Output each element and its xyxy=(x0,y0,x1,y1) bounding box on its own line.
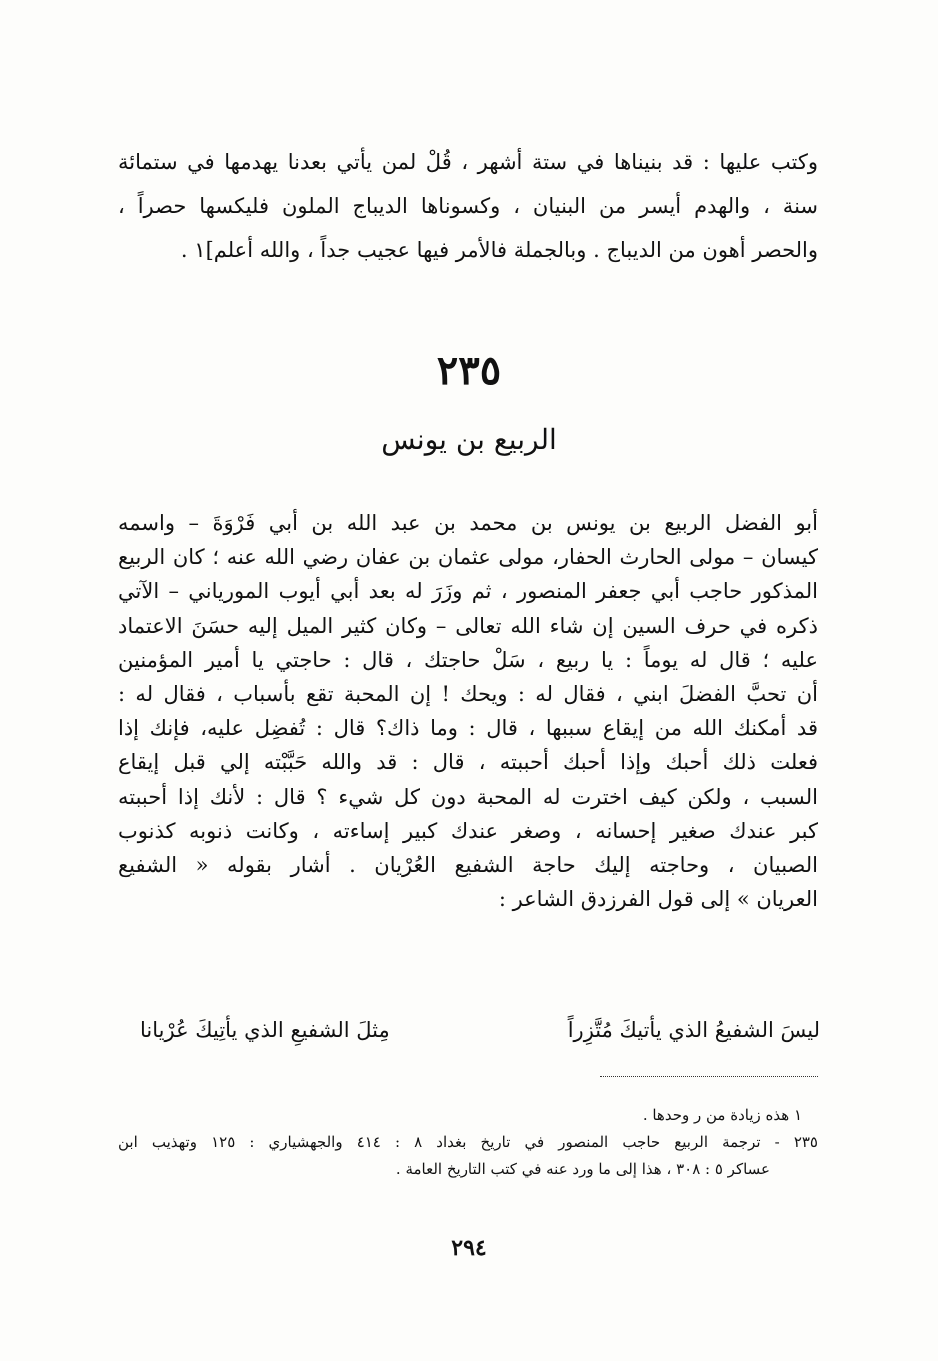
intro-line: والحصر أهون من الديباج . وبالجملة فالأمر فيها عجيب جداً ، والله أعلم]١ . xyxy=(180,238,818,262)
verse-first-hemistich: ليسَ الشفيعُ الذي يأتيكَ مُتَّزِراً xyxy=(567,1018,820,1042)
footnote-2-line-2: عساكر ٥ : ٣٠٨ ، هذا إلى ما ورد عنه في كتب التاريخ العامة . xyxy=(395,1160,770,1178)
entry-line: السبب ، ولكن كيف اخترت له المحبة دون كل شيء ؟ قال : لأنك إذا أحببته xyxy=(118,784,818,809)
entry-line: عليه ؛ قال له يوماً : يا ربيع ، سَلْ حاجتك ، قال : حاجتي يا أمير المؤمنين xyxy=(118,647,818,672)
page-number: ٢٩٤ xyxy=(451,1235,487,1261)
entry-number: ٢٣٥ xyxy=(436,347,502,394)
entry-line: فعلت ذلك أحبك وإذا أحبك أحببته ، قال : قد والله حَبَّبْته إلي قبل إيقاع xyxy=(118,750,818,775)
entry-title: الربيع بن يونس xyxy=(381,423,557,456)
verse-second-hemistich: مِثلَ الشفيعِ الذي يأتِيكَ عُرْيانا xyxy=(140,1018,390,1042)
footnote-1: ١ هذه زيادة من ر وحدها . xyxy=(642,1106,802,1124)
intro-line: وكتب عليها : قد بنيناها في ستة أشهر ، قُلْ لمن يأتي بعدنا يهدمها في ستمائة xyxy=(118,150,818,174)
entry-line: كيسان – مولى الحارث الحفار، مولى عثمان بن عفان رضي الله عنه ؛ كان الربيع xyxy=(118,545,818,570)
entry-line: المذكور حاجب أبي جعفر المنصور ، ثم وزَرَ له بعد أبي أيوب المورياني – الآتي xyxy=(118,579,818,604)
footnote-2-line-1: ٢٣٥ - ترجمة الربيع حاجب المنصور في تاريخ بغداد ٨ : ٤١٤ والجهشياري : ١٢٥ وتهذيب ابن xyxy=(118,1133,818,1151)
entry-line: الصبيان ، وحاجته إليك حاجة الشفيع العُرْيان . أشار بقوله « الشفيع xyxy=(118,852,818,877)
entry-body xyxy=(118,506,818,916)
footnotes xyxy=(118,1102,818,1183)
intro-line: سنة ، والهدم أيسر من البنيان ، وكسوناها الديباج الملون فليكسها حصراً ، xyxy=(118,194,818,218)
intro-paragraph xyxy=(118,140,818,272)
entry-line: العريان » إلى قول الفرزدق الشاعر : xyxy=(498,887,818,912)
entry-line: قد أمكنك الله من إيقاع سببها ، قال : وما ذاك؟ قال : تُفضِل عليه، فإنك إذا xyxy=(118,716,818,741)
entry-line: أبو الفضل الربيع بن يونس بن محمد بن عبد الله بن أبي فَرْوَةَ – واسمه xyxy=(118,511,818,535)
entry-line: ذكره في حرف السين إن شاء الله تعالى – وكان كثير الميل إليه حسَنَ الاعتماد xyxy=(118,613,818,638)
poem-verse xyxy=(140,1008,820,1052)
footnote-divider xyxy=(600,1076,818,1077)
entry-line: كبر عندك صغير إحسانه ، وصغر عندك كبير إساءته ، وكانت ذنوبه كذنوب xyxy=(118,818,818,843)
entry-line: أن تحبَّ الفضلَ ابني ، فقال له : ويحك ! إن المحبة تقع بأسباب ، فقال له : xyxy=(118,681,818,706)
